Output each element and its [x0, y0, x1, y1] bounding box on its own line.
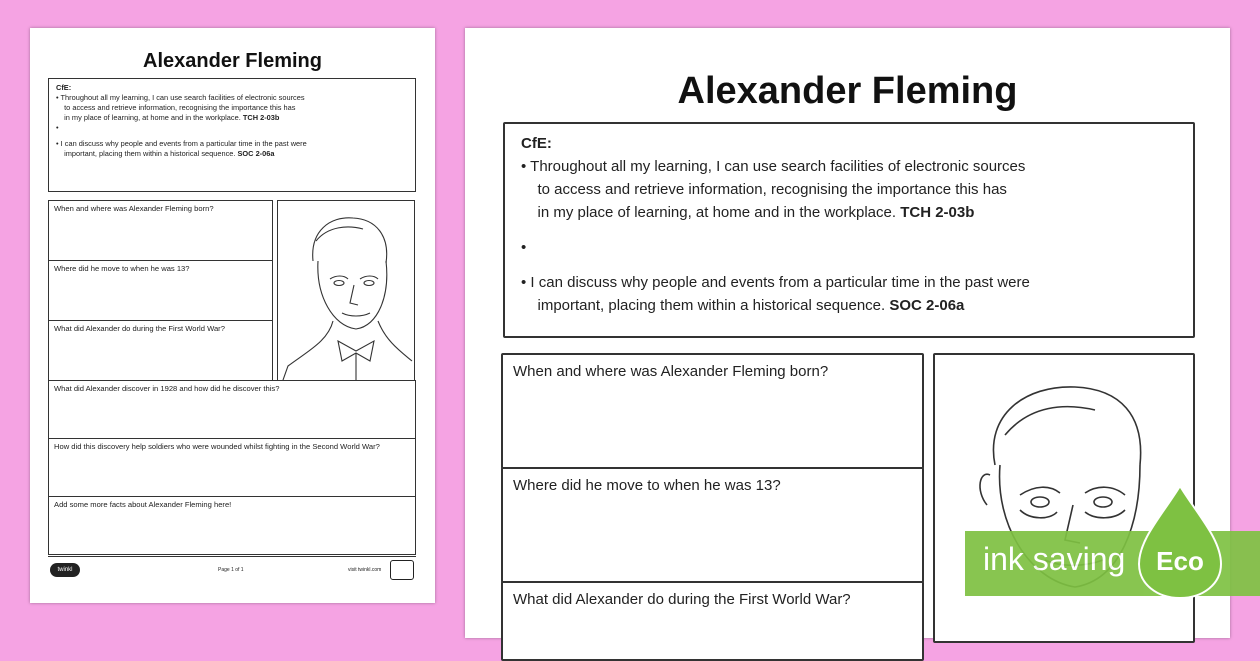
portrait-frame — [277, 200, 415, 381]
cfe-heading-large: CfE: — [521, 135, 552, 152]
cfe-item-2-large: • — [521, 239, 527, 256]
question-box-ww1[interactable]: What did Alexander do during the First World War? — [48, 320, 273, 381]
visit-link[interactable]: visit twinkl.com — [348, 567, 382, 573]
cfe-heading: CfE: — [56, 83, 72, 92]
question-box-discover[interactable]: What did Alexander discover in 1928 and how did he discover this? — [48, 380, 416, 439]
portrait-icon — [278, 201, 414, 380]
eco-leaf-icon — [1137, 484, 1223, 600]
question-box-ww1-large[interactable]: What did Alexander do during the First World War? — [501, 581, 924, 661]
badge-icon — [390, 560, 414, 580]
cfe-item-1-large: • Throughout all my learning, I can use search facilities of electronic sources to access and retrieve information, recognising the importance this has in my place of learning, at home and in the workplace. TCH 2-03b — [521, 158, 1026, 221]
twinkl-logo: twinkl — [50, 563, 80, 577]
question-box-move-large[interactable]: Where did he move to when he was 13? — [501, 467, 924, 583]
cfe-item-1: • Throughout all my learning, I can use search facilities of electronic sources to access and retrieve information, recognising the importance this has in my place of learning, at home and in the workplace. TCH 2-03b — [56, 93, 305, 122]
page-title: Alexander Fleming — [143, 50, 322, 72]
page-number: Page 1 of 1 — [218, 567, 244, 573]
cfe-box-large — [503, 122, 1195, 338]
question-box-born-large[interactable]: When and where was Alexander Fleming born? — [501, 353, 924, 469]
question-box-born[interactable]: When and where was Alexander Fleming born? — [48, 200, 273, 261]
page-title-large: Alexander Fleming — [677, 70, 1018, 112]
cfe-item-2: • — [56, 123, 59, 132]
cfe-item-3: • I can discuss why people and events from a particular time in the past were important, placing them within a historical sequence. SOC 2-06a — [56, 139, 307, 158]
cfe-item-3-large: • I can discuss why people and events from a particular time in the past were important, placing them within a historical sequence. SOC 2-06a — [521, 274, 1030, 314]
question-box-move[interactable]: Where did he move to when he was 13? — [48, 260, 273, 321]
question-box-soldiers[interactable]: How did this discovery help soldiers who were wounded whilst fighting in the Second World War? — [48, 438, 416, 497]
ink-saving-label: ink saving — [983, 541, 1126, 577]
page-footer — [48, 556, 416, 581]
question-box-facts[interactable]: Add some more facts about Alexander Fleming here! — [48, 496, 416, 555]
worksheet-thumbnail — [30, 28, 435, 603]
cfe-box — [48, 78, 416, 192]
eco-badge-text: Eco — [1156, 546, 1204, 576]
